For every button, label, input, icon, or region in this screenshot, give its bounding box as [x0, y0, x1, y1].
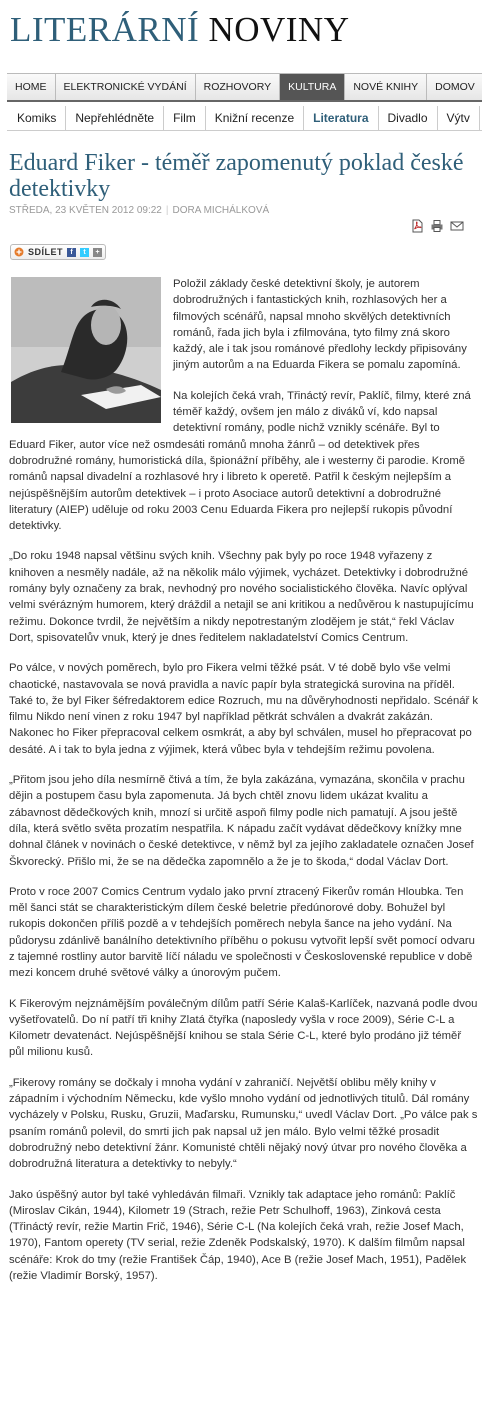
article-paragraph: K Fikerovým nejznámějším poválečným dílům patří Série Kalaš-Karlíček, nazvaná podle dvou vyšetřovatelů. Do ní patří tři knihy Zlatá čtyřka (naposledy vyšla v roce 2009), Série C-L a Kilometr devatenáct. Nejúspěšnější knihou se stala Série C-L, které bylo prodáno již téměř půl milionu kusů. — [9, 997, 478, 1059]
sub-nav — [7, 106, 482, 131]
share-label: SDÍLET — [28, 247, 64, 257]
share-plus-icon — [14, 247, 24, 257]
subnav-item-comics[interactable]: Komiks — [7, 106, 66, 130]
email-icon[interactable] — [450, 219, 464, 233]
article-paragraph: Položil základy české detektivní školy, je autorem dobrodružných i fantastických knih, rozhlasových her a filmových scénářů, napsal mnoho skvělých detektivních románů, řada jich byla i zfilmována, tyto filmy zná skoro každý, ale i tak jsou románové předlohy leckdy připisovány jiným autorům a na Eduarda Fikera se pomalu zapomíná. — [173, 278, 467, 372]
subnav-item-film[interactable]: Film — [164, 106, 206, 130]
print-icon[interactable] — [430, 219, 444, 233]
nav-item-new-books[interactable]: NOVÉ KNIHY — [345, 74, 427, 100]
nav-item-home-country[interactable]: DOMOV — [427, 74, 482, 100]
article-paragraph: Na kolejích čeká vrah, Třináctý revír, Paklíč, filmy, které zná téměř každý, ovšem jen málo z diváků ví, kdo napsal detektivní romány, podle nichž vznikly scénáře. Byl to Eduard Fiker, autor více než osmdesáti románů mnoha žánrů – od detektivek přes dobrodružné romány, humoristická díla, špionážní příběhy, ale i westerny či parodie. Kromě románů napsal divadelní a rozhlasové hry i libreto k operetě. Patřil k českým nejlepším a nejúspěšnějším autorům detektivek – i proto Asociace autorů detektivní a dobrodružné literatury (AIEP) uděluje od roku 2003 Cenu Eduarda Fikera pro nejlepší rukopis původní detektivky. — [9, 389, 471, 533]
article-paragraph: Po válce, v nových poměrech, bylo pro Fikera velmi těžké psát. V té době bylo vše velmi chaotické, nastavovala se nová pravidla a navíc papír byla strategická surovina na příděl. Také to, že byl Fiker šéfredaktorem edice Rozruch, mu na důvěryhodnosti nepřidalo. Scénář k filmu Nikdo není vinen z roku 1947 byl například pětkrát schválen a dvakrát zakázán. Nakonec ho Fiker přepracoval celkem osmkrát, a aby byl schválen, musel ho přepracovat po desáté. A i tak to byla jedna z výjimek, která vůbec byla v tehdejším režimu povolena. — [9, 662, 479, 756]
nav-item-culture[interactable]: KULTURA — [280, 74, 345, 100]
article-author: DORA MICHÁLKOVÁ — [172, 205, 270, 216]
article-meta — [9, 205, 269, 216]
nav-item-electronic-edition[interactable]: ELEKTRONICKÉ VYDÁNÍ — [56, 74, 196, 100]
twitter-icon: t — [80, 248, 89, 257]
main-nav — [7, 73, 482, 102]
pdf-icon[interactable] — [410, 219, 424, 233]
article-paragraph: „Přitom jsou jeho díla nesmírně čtivá a tím, že byla zakázána, vymazána, skončila v prachu dějin a postupem času byla zapomenuta. Já bych chtěl znovu lidem ukázat kvalitu a zábavnost dědečkových knih, mnozí si určitě aspoň filmy podle nich pamatují. A jsou ještě díla, která světlo světa prozatím nespatřila. K nápadu začít vydávat dědečkovy knížky mne dohnal článek v novinách o české detektivce, v němž byl za jejího zakladatele označen Josef Škvorecký. Přišlo mi, že se na dědečka zapomnělo a že je to škoda,“ dodal Václav Dort. — [9, 774, 474, 868]
article-body — [9, 276, 479, 1298]
photo-spacer — [9, 276, 173, 426]
article-paragraph: Proto v roce 2007 Comics Centrum vydalo jako první ztracený Fikerův román Hloubka. Ten měl šanci stát se charakteristickým dílem české beletrie předúnorové doby. Bohužel byl rukopis dokončen příliš pozdě a v tehdejších poměrech nebyla šance na jeho vydání. Na půdorysu zdánlivě banálního detektivního příběhu o pokusu vytvořit lepší svět pomocí odvaru z tajemné rostliny autor barvitě líčí náladu ve společnosti v Československé republice v době mezi koncem druhé světové války a únorovým pučem. — [9, 885, 475, 980]
article-date: STŘEDA, 23 KVĚTEN 2012 09:22 — [9, 205, 162, 216]
logo-part2: NOVINY — [208, 10, 350, 49]
subnav-item-theatre[interactable]: Divadlo — [379, 106, 438, 130]
facebook-icon: f — [67, 248, 76, 257]
article-paragraph: „Fikerovy romány se dočkaly i mnoha vydání v zahraničí. Největší oblibu měly knihy v západním i východním Německu, kde vyšlo mnoho vydání od jednotlivých titulů. Dál romány vycházely v Polsku, Rusku, Gruzii, Maďarsku, Rumunsku,“ uvedl Václav Dort. „Po válce pak s psaním románů polevil, do smrti jich pak napsal už jen málo. Bylo velmi těžké prosadit dobrodružný nebo detektivní žánr. Komunisté chtěli nějaký nový útvar pro nového člověka a dobrodružná literatura a detektivky to nebyly.“ — [9, 1076, 478, 1171]
share-button[interactable] — [10, 244, 106, 260]
logo-part1: LITERÁRNÍ — [10, 10, 200, 49]
site-logo[interactable] — [10, 10, 350, 50]
nav-item-interviews[interactable]: ROZHOVORY — [196, 74, 280, 100]
article-tools — [410, 219, 464, 233]
article-paragraph: „Do roku 1948 napsal většinu svých knih. Všechny pak byly po roce 1948 vyřazeny z knihoven a nesměly nadále, až na několik málo výjimek, vycházet. Detektivky i dobrodružné romány byly označeny za brak, nevhodný pro nového socialistického člověka. Navíc oplýval velmi svérázným humorem, který dráždil a netajil se ani kritikou a nedůvěrou k nastupujícímu režimu. Dokonce tvrdil, že největším a nikdy nepotrestaným zlodějem je stát,“ řekl Václav Dort, spisovatelův vnuk, který je dnes ředitelem nakladatelství Comics Centrum. — [9, 550, 474, 644]
subnav-item-dont-miss[interactable]: Nepřehlédněte — [66, 106, 164, 130]
meta-separator: | — [165, 205, 169, 216]
article-paragraph: Jako úspěšný autor byl také vyhledáván filmaři. Vznikly tak adaptace jeho románů: Paklíč (Miroslav Cikán, 1944), Kilometr 19 (Strach, režie Petr Schulhoff, 1963), Zinková cesta (Třináctý revír, režie Martin Frič, 1946), Série C-L (Na kolejích čeká vrah, režie Josef Mach, 1970), Fantom operety (TV serial, režie Zdeněk Podskalský, 1970). K dalším filmům napsal scénáře: Krok do tmy (režie František Čáp, 1940), Ace B (režie Josef Mach, 1951), Padělek (režie Vladimír Borský, 1957). — [9, 1188, 467, 1283]
article-title: Eduard Fiker - téměř zapomenutý poklad české detektivky — [9, 150, 464, 202]
subnav-item-art[interactable]: Výtv — [438, 106, 480, 130]
nav-item-home[interactable]: HOME — [7, 74, 56, 100]
subnav-item-book-reviews[interactable]: Knižní recenze — [206, 106, 304, 130]
plus-icon: + — [93, 248, 102, 257]
subnav-item-literature[interactable]: Literatura — [304, 106, 378, 130]
